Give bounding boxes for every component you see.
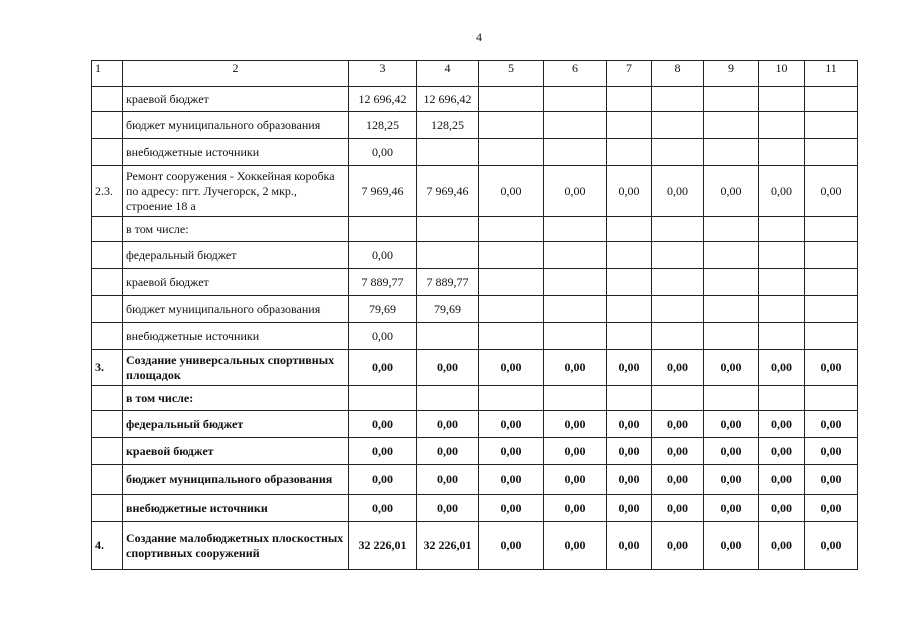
value-cell [759,323,805,350]
column-header: 2 [123,61,349,87]
value-cell [479,242,544,269]
row-index-cell [92,323,123,350]
value-cell [805,386,858,411]
value-cell [704,386,759,411]
row-label-cell: внебюджетные источники [123,323,349,350]
row-index-cell [92,465,123,495]
column-header: 11 [805,61,858,87]
value-cell: 0,00 [479,495,544,522]
value-cell: 7 969,46 [349,166,417,217]
value-cell: 0,00 [417,465,479,495]
value-cell [652,139,704,166]
value-cell [607,87,652,112]
value-cell [607,139,652,166]
value-cell [759,217,805,242]
value-cell [479,269,544,296]
column-header: 3 [349,61,417,87]
row-index-cell [92,495,123,522]
value-cell [759,242,805,269]
value-cell [479,87,544,112]
value-cell: 0,00 [805,465,858,495]
value-cell: 0,00 [652,411,704,438]
table-row [92,386,858,411]
value-cell: 0,00 [652,522,704,570]
value-cell: 0,00 [652,495,704,522]
value-cell [479,323,544,350]
value-cell: 0,00 [759,166,805,217]
value-cell: 0,00 [607,465,652,495]
value-cell: 0,00 [479,350,544,386]
value-cell: 0,00 [805,350,858,386]
value-cell [479,296,544,323]
value-cell: 79,69 [417,296,479,323]
value-cell: 0,00 [544,465,607,495]
value-cell [349,386,417,411]
value-cell: 0,00 [704,411,759,438]
row-label-cell: бюджет муниципального образования [123,112,349,139]
value-cell: 0,00 [759,350,805,386]
row-label-cell: внебюджетные источники [123,139,349,166]
value-cell: 0,00 [759,522,805,570]
table-row [92,522,858,570]
value-cell [759,139,805,166]
row-index-cell [92,411,123,438]
row-label-cell: бюджет муниципального образования [123,296,349,323]
row-index-cell: 3. [92,350,123,386]
value-cell: 0,00 [479,438,544,465]
row-label-cell: краевой бюджет [123,87,349,112]
value-cell: 0,00 [704,350,759,386]
value-cell [652,242,704,269]
row-label-cell: Создание универсальных спортивных площадок [123,350,349,386]
value-cell: 0,00 [349,242,417,269]
value-cell [759,296,805,323]
column-header: 1 [92,61,123,87]
column-header: 6 [544,61,607,87]
value-cell: 0,00 [349,438,417,465]
value-cell [652,386,704,411]
value-cell [652,323,704,350]
value-cell: 0,00 [704,465,759,495]
value-cell: 0,00 [805,522,858,570]
value-cell [759,112,805,139]
value-cell: 0,00 [652,465,704,495]
value-cell [704,269,759,296]
value-cell: 0,00 [479,522,544,570]
table-row [92,323,858,350]
table-row [92,139,858,166]
table-row [92,350,858,386]
value-cell [759,386,805,411]
value-cell [805,323,858,350]
value-cell [652,112,704,139]
value-cell: 0,00 [544,495,607,522]
value-cell [652,296,704,323]
value-cell: 0,00 [544,350,607,386]
value-cell: 0,00 [544,438,607,465]
value-cell: 128,25 [349,112,417,139]
value-cell [759,87,805,112]
value-cell: 0,00 [417,495,479,522]
value-cell [805,242,858,269]
value-cell [805,112,858,139]
value-cell [704,296,759,323]
page-number: 4 [476,30,482,44]
row-index-cell [92,139,123,166]
row-index-cell [92,87,123,112]
value-cell [544,112,607,139]
value-cell [704,87,759,112]
value-cell: 0,00 [759,495,805,522]
column-header: 4 [417,61,479,87]
value-cell: 0,00 [417,411,479,438]
value-cell: 0,00 [544,411,607,438]
value-cell [349,217,417,242]
value-cell: 12 696,42 [417,87,479,112]
value-cell [704,112,759,139]
table-row [92,242,858,269]
value-cell: 0,00 [607,438,652,465]
value-cell: 0,00 [652,350,704,386]
value-cell [704,217,759,242]
value-cell [607,296,652,323]
value-cell [759,269,805,296]
row-label-cell: федеральный бюджет [123,411,349,438]
value-cell: 0,00 [805,495,858,522]
value-cell: 0,00 [607,166,652,217]
table-body [92,87,858,570]
table-row [92,166,858,217]
value-cell: 0,00 [652,166,704,217]
value-cell: 128,25 [417,112,479,139]
value-cell [544,242,607,269]
column-header: 10 [759,61,805,87]
header-row [92,61,858,87]
value-cell: 0,00 [417,350,479,386]
value-cell [652,217,704,242]
value-cell [805,269,858,296]
value-cell [652,87,704,112]
column-header: 5 [479,61,544,87]
value-cell [417,242,479,269]
value-cell: 0,00 [349,139,417,166]
value-cell [479,112,544,139]
value-cell [607,217,652,242]
value-cell: 0,00 [349,411,417,438]
value-cell [544,139,607,166]
value-cell: 0,00 [704,522,759,570]
value-cell: 0,00 [607,522,652,570]
table-row [92,217,858,242]
row-index-cell [92,112,123,139]
value-cell [805,296,858,323]
value-cell: 0,00 [544,522,607,570]
row-label-cell: Ремонт сооружения - Хоккейная коробка по адресу: пгт. Лучегорск, 2 мкр., строение 18 а [123,166,349,217]
value-cell: 0,00 [805,166,858,217]
value-cell: 0,00 [607,411,652,438]
row-index-cell: 2.3. [92,166,123,217]
value-cell [607,323,652,350]
value-cell: 79,69 [349,296,417,323]
value-cell [805,87,858,112]
value-cell [544,296,607,323]
row-index-cell [92,269,123,296]
value-cell: 0,00 [759,411,805,438]
table-row [92,495,858,522]
value-cell: 0,00 [805,438,858,465]
value-cell [607,242,652,269]
value-cell [704,242,759,269]
value-cell: 0,00 [607,495,652,522]
value-cell: 0,00 [759,438,805,465]
row-index-cell: 4. [92,522,123,570]
row-index-cell [92,438,123,465]
value-cell: 0,00 [607,350,652,386]
value-cell: 12 696,42 [349,87,417,112]
value-cell: 0,00 [479,465,544,495]
value-cell [704,323,759,350]
value-cell [544,269,607,296]
value-cell: 0,00 [417,438,479,465]
budget-table [91,60,858,570]
value-cell: 7 889,77 [417,269,479,296]
table-row [92,438,858,465]
row-index-cell [92,217,123,242]
value-cell [704,139,759,166]
value-cell [479,386,544,411]
value-cell [479,217,544,242]
value-cell: 0,00 [349,465,417,495]
value-cell: 0,00 [704,166,759,217]
value-cell [417,386,479,411]
row-index-cell [92,296,123,323]
value-cell [607,269,652,296]
value-cell [544,386,607,411]
row-label-cell: в том числе: [123,217,349,242]
row-label-cell: краевой бюджет [123,269,349,296]
row-label-cell: краевой бюджет [123,438,349,465]
value-cell: 0,00 [349,323,417,350]
column-header: 7 [607,61,652,87]
table-row [92,112,858,139]
column-header: 8 [652,61,704,87]
row-label-cell: Создание малобюджетных плоскостных спортивных сооружений [123,522,349,570]
table-row [92,296,858,323]
value-cell [805,217,858,242]
value-cell: 0,00 [704,495,759,522]
value-cell: 0,00 [544,166,607,217]
table-row [92,269,858,296]
row-index-cell [92,386,123,411]
table-row [92,411,858,438]
value-cell [652,269,704,296]
value-cell: 0,00 [479,411,544,438]
value-cell: 0,00 [759,465,805,495]
value-cell: 32 226,01 [349,522,417,570]
value-cell [607,112,652,139]
value-cell: 32 226,01 [417,522,479,570]
value-cell [544,217,607,242]
row-label-cell: внебюджетные источники [123,495,349,522]
row-label-cell: в том числе: [123,386,349,411]
value-cell [805,139,858,166]
value-cell [479,139,544,166]
column-header: 9 [704,61,759,87]
value-cell [544,323,607,350]
value-cell: 0,00 [349,350,417,386]
value-cell [417,217,479,242]
value-cell: 0,00 [652,438,704,465]
value-cell [417,139,479,166]
value-cell: 0,00 [704,438,759,465]
value-cell [544,87,607,112]
table-row [92,87,858,112]
value-cell [417,323,479,350]
table-row [92,465,858,495]
row-label-cell: бюджет муниципального образования [123,465,349,495]
value-cell: 7 969,46 [417,166,479,217]
value-cell [607,386,652,411]
value-cell: 0,00 [479,166,544,217]
value-cell: 7 889,77 [349,269,417,296]
row-index-cell [92,242,123,269]
value-cell: 0,00 [805,411,858,438]
value-cell: 0,00 [349,495,417,522]
row-label-cell: федеральный бюджет [123,242,349,269]
